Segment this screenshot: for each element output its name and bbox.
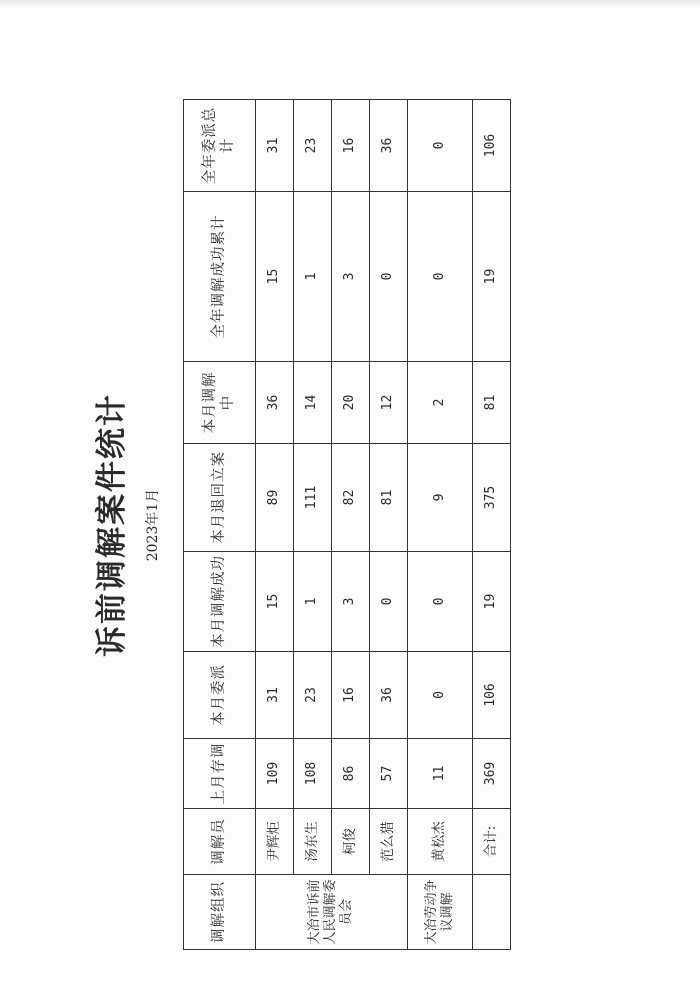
assigned-cell: 16 (331, 652, 369, 739)
ongoing-cell: 36 (255, 362, 293, 444)
header-year-success: 全年调解成功累计 (184, 192, 256, 362)
year-success-cell: 1 (293, 192, 331, 362)
year-assigned-cell: 31 (255, 100, 293, 192)
mediator-cell: 柯俊 (331, 809, 369, 875)
table-row (293, 100, 331, 950)
document-date: 2023年1月 (145, 488, 161, 562)
year-success-cell: 0 (369, 192, 407, 362)
org-cell-court: 大冶市诉前人民调解委员会 (255, 875, 407, 950)
assigned-cell: 0 (407, 652, 472, 739)
ongoing-cell: 14 (293, 362, 331, 444)
header-returned: 本月退回立案 (184, 444, 256, 552)
table-row (369, 100, 407, 950)
table-header-row (184, 100, 256, 950)
header-org: 调解组织 (184, 875, 256, 950)
assigned-cell: 31 (255, 652, 293, 739)
total-blank-cell (472, 875, 510, 950)
total-year-success-cell: 19 (472, 192, 510, 362)
mediator-cell: 黄松杰 (407, 809, 472, 875)
success-cell: 3 (331, 552, 369, 652)
ongoing-cell: 2 (407, 362, 472, 444)
total-returned-cell: 375 (472, 444, 510, 552)
ongoing-cell: 12 (369, 362, 407, 444)
scan-shadow (0, 0, 700, 8)
header-year-assigned: 全年委派总计 (184, 100, 256, 192)
table-row (255, 100, 293, 950)
total-prev-cell: 369 (472, 739, 510, 809)
ongoing-cell: 20 (331, 362, 369, 444)
year-success-cell: 15 (255, 192, 293, 362)
total-year-assigned-cell: 106 (472, 100, 510, 192)
prev-cell: 109 (255, 739, 293, 809)
table-row (331, 100, 369, 950)
mediator-cell: 汤东生 (293, 809, 331, 875)
year-assigned-cell: 0 (407, 100, 472, 192)
success-cell: 15 (255, 552, 293, 652)
assigned-cell: 36 (369, 652, 407, 739)
prev-cell: 86 (331, 739, 369, 809)
returned-cell: 9 (407, 444, 472, 552)
table-row (407, 100, 472, 950)
assigned-cell: 23 (293, 652, 331, 739)
mediator-cell: 范么猎 (369, 809, 407, 875)
year-success-cell: 3 (331, 192, 369, 362)
prev-cell: 108 (293, 739, 331, 809)
mediator-cell: 尹辉炬 (255, 809, 293, 875)
rotated-document-page (80, 100, 535, 950)
header-mediator: 调解员 (184, 809, 256, 875)
success-cell: 0 (407, 552, 472, 652)
returned-cell: 111 (293, 444, 331, 552)
total-ongoing-cell: 81 (472, 362, 510, 444)
prev-cell: 57 (369, 739, 407, 809)
table-total-row (472, 100, 510, 950)
year-assigned-cell: 36 (369, 100, 407, 192)
year-assigned-cell: 16 (331, 100, 369, 192)
success-cell: 0 (369, 552, 407, 652)
returned-cell: 81 (369, 444, 407, 552)
returned-cell: 82 (331, 444, 369, 552)
prev-cell: 11 (407, 739, 472, 809)
header-ongoing: 本月调解中 (184, 362, 256, 444)
returned-cell: 89 (255, 444, 293, 552)
total-success-cell: 19 (472, 552, 510, 652)
document-title: 诉前调解案件统计 (94, 393, 130, 657)
header-prev: 上月存调 (184, 739, 256, 809)
success-cell: 1 (293, 552, 331, 652)
mediation-statistics-table (183, 99, 511, 950)
total-assigned-cell: 106 (472, 652, 510, 739)
header-assigned: 本月委派 (184, 652, 256, 739)
org-cell-labor: 大冶劳动争议调解 (407, 875, 472, 950)
header-success: 本月调解成功 (184, 552, 256, 652)
year-assigned-cell: 23 (293, 100, 331, 192)
year-success-cell: 0 (407, 192, 472, 362)
total-label: 合计: (472, 809, 510, 875)
